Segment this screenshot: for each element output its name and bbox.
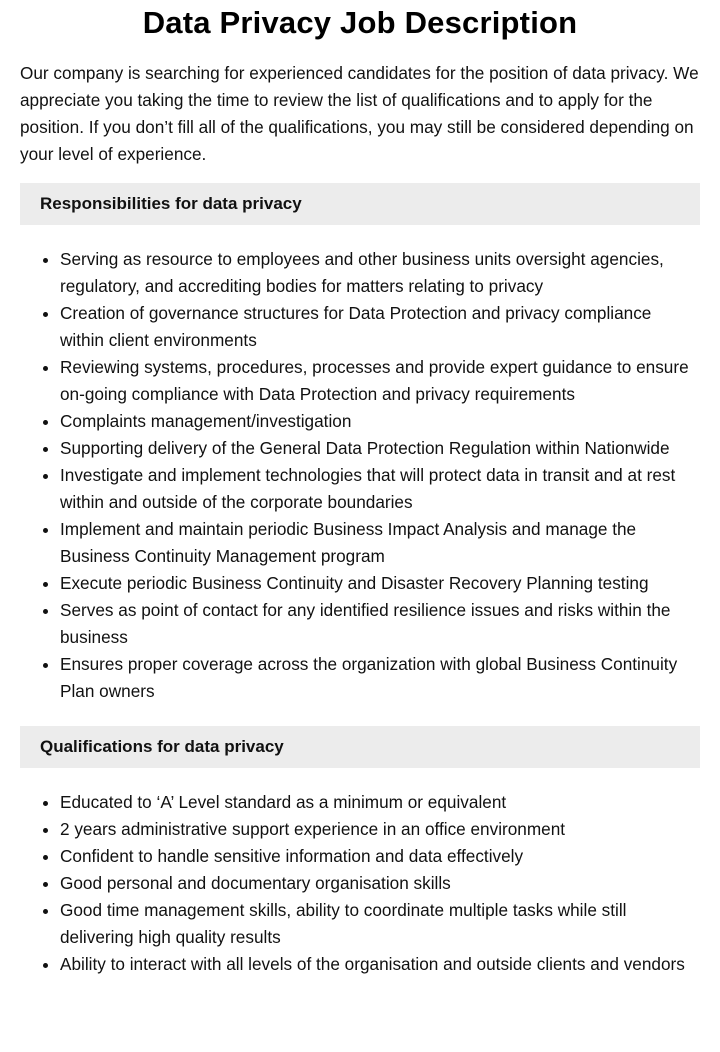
list-item-text: Educated to ‘A’ Level standard as a minimum or equivalent	[60, 792, 507, 812]
bullet-icon	[43, 420, 48, 425]
list-item-text: Execute periodic Business Continuity and Disaster Recovery Planning testing	[60, 573, 649, 593]
list-item	[60, 516, 700, 570]
list-item	[60, 435, 700, 462]
intro-paragraph: Our company is searching for experienced candidates for the position of data privacy. We appreciate you taking the time to review the list of qualifications and to apply for the position. If you don’t fill all of the qualifications, you may still be considered depending on your level of experience.	[20, 63, 699, 164]
list-item-text: Implement and maintain periodic Business Impact Analysis and manage the Business Continuity Management program	[60, 519, 637, 566]
qualifications-heading: Qualifications for data privacy	[20, 726, 700, 768]
bullet-icon	[43, 801, 48, 806]
list-item-text: Good time management skills, ability to coordinate multiple tasks while still delivering high quality results	[60, 900, 627, 947]
bullet-icon	[43, 882, 48, 887]
list-item	[60, 789, 700, 816]
bullet-icon	[43, 963, 48, 968]
list-item-text: Good personal and documentary organisation skills	[60, 873, 451, 893]
list-item-text: Supporting delivery of the General Data Protection Regulation within Nationwide	[60, 438, 670, 458]
list-item-text: Complaints management/investigation	[60, 411, 352, 431]
responsibilities-heading: Responsibilities for data privacy	[20, 183, 700, 225]
list-item	[60, 951, 700, 978]
list-item	[60, 897, 700, 951]
list-item	[60, 246, 700, 300]
bullet-icon	[43, 663, 48, 668]
list-item-text: Serves as point of contact for any identified resilience issues and risks within the business	[60, 600, 671, 647]
list-item	[60, 408, 700, 435]
list-item	[60, 597, 700, 651]
list-item	[60, 300, 700, 354]
list-item-text: Serving as resource to employees and other business units oversight agencies, regulatory, and accrediting bodies for matters relating to privacy	[60, 249, 664, 296]
qualifications-list	[20, 789, 700, 978]
list-item-text: Creation of governance structures for Data Protection and privacy compliance within client environments	[60, 303, 652, 350]
list-item-text: Investigate and implement technologies that will protect data in transit and at rest within and outside of the corporate boundaries	[60, 465, 676, 512]
bullet-icon	[43, 828, 48, 833]
list-item	[60, 870, 700, 897]
bullet-icon	[43, 474, 48, 479]
bullet-icon	[43, 609, 48, 614]
bullet-icon	[43, 258, 48, 263]
responsibilities-list	[20, 246, 700, 705]
list-item	[60, 843, 700, 870]
page-title: Data Privacy Job Description	[142, 5, 578, 40]
bullet-icon	[43, 582, 48, 587]
list-item-text: Confident to handle sensitive information and data effectively	[60, 846, 524, 866]
bullet-icon	[43, 366, 48, 371]
list-item-text: Ability to interact with all levels of the organisation and outside clients and vendors	[60, 954, 685, 974]
bullet-icon	[43, 312, 48, 317]
bullet-icon	[43, 855, 48, 860]
list-item	[60, 570, 700, 597]
bullet-icon	[43, 447, 48, 452]
list-item	[60, 651, 700, 705]
bullet-icon	[43, 528, 48, 533]
list-item-text: Reviewing systems, procedures, processes and provide expert guidance to ensure on-going compliance with Data Protection and privacy requirements	[60, 357, 689, 404]
list-item-text: 2 years administrative support experience in an office environment	[60, 819, 566, 839]
list-item-text: Ensures proper coverage across the organization with global Business Continuity Plan owners	[60, 654, 678, 701]
list-item	[60, 354, 700, 408]
bullet-icon	[43, 909, 48, 914]
list-item	[60, 816, 700, 843]
list-item	[60, 462, 700, 516]
